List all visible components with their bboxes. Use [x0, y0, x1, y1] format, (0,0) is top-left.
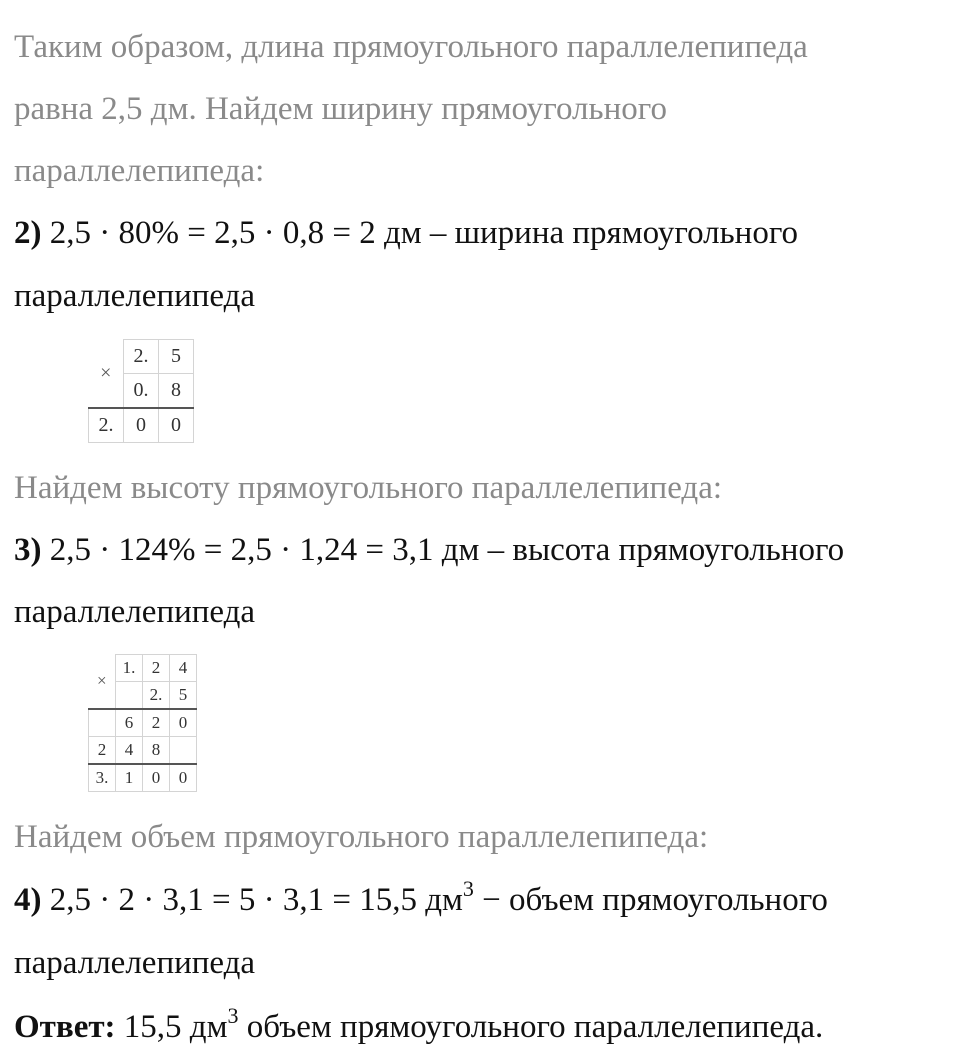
- intro-line-1: Таким образом, длина прямоугольного параллелепипеда: [14, 29, 808, 65]
- grid-cell: 0: [143, 764, 170, 792]
- step-3-expression: 2,5 · 124% = 2,5 · 1,24 = 3,1 дм – высота прямоугольного: [41, 532, 845, 568]
- step-2-line: [14, 213, 798, 253]
- answer-line: [14, 1003, 824, 1047]
- multiply-sign: ×: [96, 671, 107, 691]
- grid-cell: 4: [170, 655, 197, 682]
- grid-cell: 1.: [116, 655, 143, 682]
- grid-cell: 3.: [89, 764, 116, 792]
- grid-cell: 2: [143, 709, 170, 737]
- grid-cell: [116, 682, 143, 710]
- multiply-sign: ×: [100, 361, 112, 384]
- grid-cell: 0.: [124, 374, 159, 409]
- find-height-text: Найдем высоту прямоугольного параллелепипеда:: [14, 470, 723, 506]
- step-2-expression: 2,5 · 80% = 2,5 · 0,8 = 2 дм – ширина прямоугольного: [41, 215, 799, 251]
- step-4-continuation: параллелепипеда: [14, 945, 256, 981]
- grid-cell: 5: [170, 682, 197, 710]
- intro-line-2: равна 2,5 дм. Найдем ширину прямоугольного: [14, 91, 667, 127]
- intro-line-3: параллелепипеда:: [14, 153, 265, 189]
- multiplication-grid-2: [88, 654, 197, 792]
- step-4-line: [14, 876, 828, 920]
- grid-cell: 5: [159, 340, 194, 374]
- grid-cell: 0: [159, 408, 194, 443]
- grid-cell: 0: [170, 709, 197, 737]
- answer-tail: объем прямоугольного параллелепипеда.: [238, 1009, 824, 1045]
- grid-cell: 4: [116, 737, 143, 765]
- find-volume-text: Найдем объем прямоугольного параллелепипеда:: [14, 819, 709, 855]
- grid-cell: [170, 737, 197, 765]
- grid-cell: 8: [143, 737, 170, 765]
- answer-value: 15,5 дм: [115, 1009, 228, 1045]
- answer-superscript: 3: [227, 1003, 239, 1028]
- grid-cell: 2: [89, 737, 116, 765]
- step-3-line: [14, 530, 844, 570]
- step-4-number: 4): [14, 882, 42, 918]
- step-3-continuation: параллелепипеда: [14, 594, 256, 630]
- step-3-number: 3): [14, 532, 42, 568]
- grid-cell: 1: [116, 764, 143, 792]
- grid-cell: 0: [124, 408, 159, 443]
- grid-cell: [89, 709, 116, 737]
- grid-cell: 2.: [89, 408, 124, 443]
- grid-cell: 6: [116, 709, 143, 737]
- step-2-number: 2): [14, 215, 42, 251]
- grid-cell: 2.: [124, 340, 159, 374]
- grid-cell: 0: [170, 764, 197, 792]
- grid-cell: 2: [143, 655, 170, 682]
- multiplication-grid-1: [88, 339, 194, 443]
- step-4-superscript: 3: [462, 876, 474, 901]
- step-4-expression: 2,5 · 2 · 3,1 = 5 · 3,1 = 15,5 дм: [41, 882, 463, 918]
- grid-cell: 8: [159, 374, 194, 409]
- step-2-continuation: параллелепипеда: [14, 278, 256, 314]
- step-4-tail: − объем прямоугольного: [473, 882, 828, 918]
- answer-label: Ответ:: [14, 1009, 116, 1045]
- grid-cell: 2.: [143, 682, 170, 710]
